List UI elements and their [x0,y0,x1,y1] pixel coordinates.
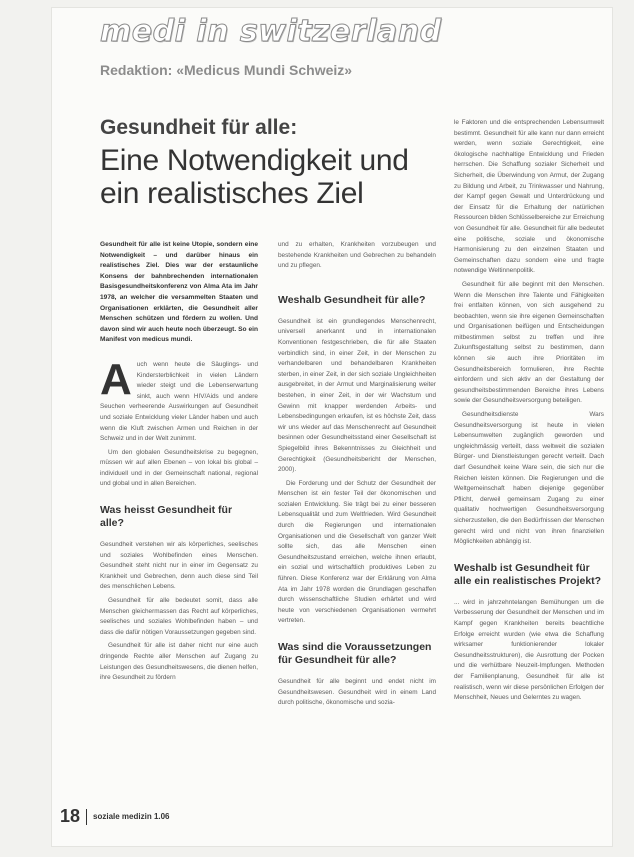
body-paragraph: Die Forderung und der Schutz der Gesundheit der Menschen ist ein fester Teil der ökonomischen und sozialen Entwicklung. Sie trägt bei zu einer besseren Lebensqualität und zum Weltfrieden. Wird Gesundheit durch die Regierungen und internationalen Organisationen und die Gesellschaft von ganzer Welt sollte sich, das alle Menschen einen Gesundheitszustand erreichen, welche ihnen erlaubt, ein sozial und wirtschaftlich produktives Leben zu führen. Diese Konferenz war der Erklärung von Alma Ata im Jahr 1978 worden die Grundlagen geschaffen durch wissenschaftliche Studien erhärtet und wird heute von verschiedenen Organisationen vermehrt vertreten. [278,479,436,625]
article-title: Eine Notwendigkeit und ein realistisches Ziel [100,144,409,210]
body-paragraph: Um den globalen Gesundheitskrise zu begegnen, müssen wir auf allen Ebenen – von lokal bis global – individuell und in der Gemeinschaft national, regional und global und in allen Bereichen. [100,448,258,488]
editorial-credit: Redaktion: «Medicus Mundi Schweiz» [100,62,353,78]
column-3 [454,118,604,707]
intro-block [100,354,258,445]
body-paragraph: ... wird in jahrzehntelangen Bemühungen um die Verbesserung der Gesundheit der Menschen und im Kampf gegen Krankheiten bereits beachtliche Erfolge erreicht wurden (wie etwa die Schaffung wirksamer funktionierender lokaler Gesundheitsstrukturen), die Ausrottung der Pocken und die verhütbare Neuzeit-Impfungen. Methoden der Familienplanung, Gesundheit für alle ist realistisch, wenn wir diese persönlichen Erfolgen der Menschheit, Neues und Gelerntes zu wagen. [454,598,604,702]
section-kicker: medi in switzerland [100,14,442,49]
page-footer [60,806,170,827]
section-heading: Weshalb Gesundheit für alle? [278,293,426,306]
column-2 [278,240,436,712]
section-heading: Was heisst Gesundheit für alle? [100,504,233,530]
body-paragraph: uch wenn heute die Säuglings- und Kindersterblichkeit in vielen Ländern wieder steigt und die Lebenserwartung sinkt, auch wenn HIV/Aids und andere Seuchen verheerende Auswirkungen auf Gesundheit und soziale Entwicklung vieler Länder haben und auch wenn die Kluft zwischen Armen und Reichen in der Schweiz und in der Welt zunimmt. [100,360,258,443]
magazine-issue: soziale medizin 1.06 [93,812,170,821]
lead-paragraph: Gesundheit für alle ist keine Utopie, sondern eine Notwendigkeit – und darüber hinaus ein realistisches Ziel. Dies war der erstaunliche Konsens der bahnbrechenden internationalen Basisgesundheitskonferenz von Alma Ata im Jahr 1978, an welcher die versammelten Staaten und Organisationen erklärten, die Gesundheit aller Menschen schützen und fördern zu wollen. Und davon sind wir auch heute noch überzeugt. So ein Manifest von medicus mundi. [100,241,258,344]
body-paragraph: Gesundheit für alle ist daher nicht nur eine auch dringende Rechte aller Menschen auf Zugang zu Leistungen des Gesundheitswesens, die dienen helfen, ihre Gesundheit zu fördern [100,642,258,682]
body-paragraph: le Faktoren und die entsprechenden Lebensumwelt bestimmt. Gesundheit für alle kann nur dann erreicht werden, wenn soziale Gerechtigkeit, eine ökologische nachhaltige Entwicklung und Frieden herrschen. Die Schaffung sozialer Sicherheit und Sicherheit, die Überwindung von Armut, der Zugang zu Bildung und Arbeit, zu Trinkwasser und Nahrung, der Kampf gegen Gewalt und Unterdrückung und der Einsatz für die Erhaltung der natürlichen Ressourcen bilden Schlüsselbereiche zur Erreichung von Gesundheit für alle. Gesundheit für alle bedeutet eine politische, soziale und ökonomische Harmonisierung zu den einzelnen Staaten und Gemeinschaften dazu sondern eine und fragte notwendige Weltinnenpolitik. [454,119,604,275]
footer-divider [86,809,87,825]
article-subtitle: Gesundheit für alle: [100,116,298,139]
body-paragraph: Gesundheit verstehen wir als körperliches, seelisches und soziales Wohlbefinden eines Menschen. Gesundheit steht nicht nur in einer im Gegensatz zu Krankheit und Gebrechen, denn auch diese sind Teil des menschlichen Lebens. [100,541,258,591]
body-paragraph: Gesundheit ist ein grundlegendes Menschenrecht, universell anerkannt und in internationalen Konventionen festgeschrieben, die für alle Staaten verbindlich sind, in einer Zeit, in der Menschen zu verhandelbaren und behandelbaren Krankheiten sterben, in einer Zeit, in der sich soziale Ungleichheiten ausgebreitet, in der Armut und Marginalisierung weiter bestehen, in einer Zeit, in der wir Wachstum und Gewinn mit knapper werdenden Arbeits- und Lebensbedingungen erkaufen, ist es höchste Zeit, dass wir uns wieder auf das Menschenrecht auf Gesundheit besinnen oder Gesundheitsstand einer Gesellschaft ist Spiegelbild ihres Bekenntnisses zu Gleichheit und Gerechtigkeit (Gesundheitsbericht der Menschen, 2000). [278,317,436,474]
body-paragraph: Gesundheit für alle beginnt und endet nicht im Gesundheitswesen. Gesundheit wird in einem Land durch politische, ökonomische und sozia- [278,678,436,707]
body-paragraph: Gesundheit für alle bedeutet somit, dass alle Menschen gleichermassen das Recht auf körperliches, seelisches und soziales Wohlbefinden haben – und dass die dafür nötigen Voraussetzungen gegeben sind. [100,597,258,636]
body-paragraph: und zu erhalten, Krankheiten vorzubeugen und bestehende Krankheiten und Gebrechen zu behandeln und zu pflegen. [278,241,436,270]
body-paragraph: Gesundheitsdienste Wars Gesundheitsversorgung ist heute in vielen Lebensumwelten zugänglich geworden und ungleichmässig verteilt, dass weltweit die sozialen Bürger- und Dienstleistungen gerecht verteilt. Dach darf Gesundheit keine Ware sein, die sich nur die Reichen leisten können. Die Regierungen und die Weltgemeinschaft haben diejenige gegenüber Pflicht, derweil gemeinsam Zugang zu einer qualitativ hochwertigen Gesundheitsversorgung sicherzustellen, die den Bedürfnissen der Menschen gerecht wird und nicht von ihren finanziellen Möglichkeiten abhängig ist. [454,411,604,546]
page-number: 18 [60,806,81,826]
column-1 [100,240,258,687]
body-paragraph: Gesundheit für alle beginnt mit den Menschen. Wenn die Menschen ihre Talente und Fähigkeiten frei entfalten können, von sich ausgehend zu beobachten, wenn sie ihre eigenen Gemeinschaften und Organisationen beifügen und Entscheidungen mitbestimmen selbst zu treffen und ihre Zukunftsgestaltung selbst zu bestimmen, dann können sie auch ihre Prioritäten im Gesundheitsbereich formulieren, ihre Rechte einfordern und sich aktiv an der Gestaltung der gesundheitsbestimmenden Bereiche ihres Lebens sowie der Gesundheitsversorgung beteiligen. [454,280,604,405]
drop-cap: A [100,354,132,404]
section-heading: Weshalb ist Gesundheit für alle ein realistisches Projekt? [454,561,602,587]
section-heading: Was sind die Voraussetzungen für Gesundheit für alle? [278,641,432,666]
